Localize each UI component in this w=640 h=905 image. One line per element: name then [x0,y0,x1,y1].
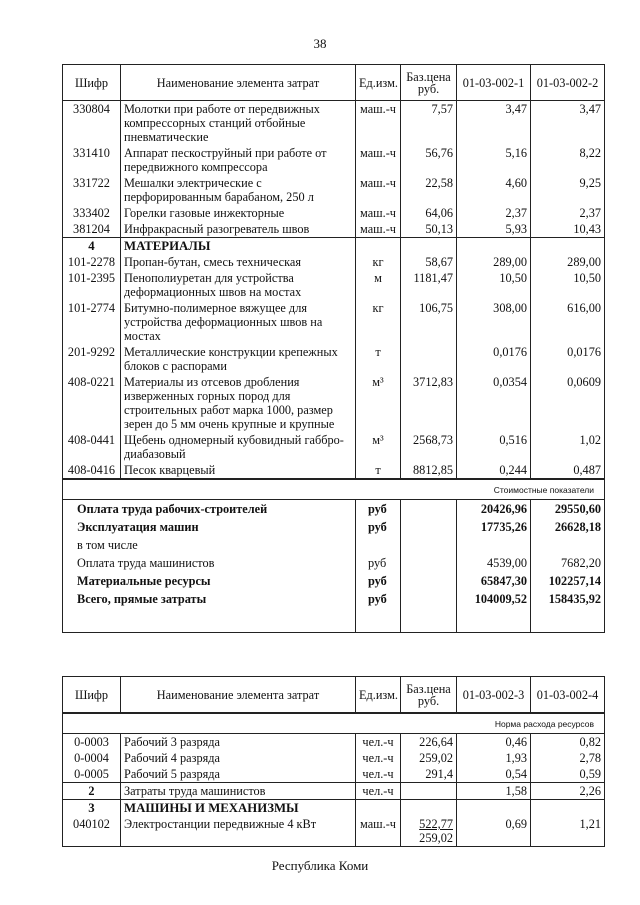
value-col2: 3,47 [531,101,605,146]
summary-name: Материальные ресурсы [63,572,356,590]
resource-name: Электростанции передвижные 4 кВт [121,816,356,847]
summary-col2: 102257,14 [531,572,605,590]
value-col2 [531,238,605,255]
value-col2: 0,487 [531,462,605,479]
summary-name: Оплата труда рабочих-строителей [63,500,356,519]
base-price: 259,02 [401,750,457,766]
table-row [63,145,605,175]
base-price: 291,4 [401,766,457,783]
summary-unit: руб [356,590,401,608]
unit: чел.-ч [356,766,401,783]
summary-row [63,572,605,590]
base-price-bottom: 259,02 [419,831,453,845]
table-row [63,175,605,205]
empty-cell [531,608,605,633]
resource-code: 040102 [63,816,121,847]
resource-code: 201-9292 [63,344,121,374]
empty-cell [401,608,457,633]
table-row [63,254,605,270]
unit: маш.-ч [356,101,401,146]
value-col2: 1,21 [531,816,605,847]
table-row [63,374,605,432]
summary-name: Оплата труда машинистов [63,554,356,572]
summary-unit [356,536,401,554]
value-col2: 10,50 [531,270,605,300]
resource-code: 4 [63,238,121,255]
header-unit: Ед.изм. [356,677,401,714]
table-row [63,766,605,783]
summary-col2 [531,536,605,554]
summary-col1: 65847,30 [457,572,531,590]
unit: маш.-ч [356,221,401,238]
resource-name: Мешалки электрические с перфорированным барабаном, 250 л [121,175,356,205]
resource-code: 408-0221 [63,374,121,432]
resource-name: Затраты труда машинистов [121,783,356,800]
resource-name: Инфракрасный разогреватель швов [121,221,356,238]
caption-text: Норма расхода ресурсов [63,713,605,734]
resource-code: 0-0003 [63,734,121,751]
value-col2: 0,59 [531,766,605,783]
caption-row [63,479,605,500]
unit [356,800,401,817]
unit: м³ [356,374,401,432]
empty-cell [356,608,401,633]
unit: т [356,462,401,479]
value-col1: 5,16 [457,145,531,175]
base-price: 7,57 [401,101,457,146]
resource-name: Рабочий 5 разряда [121,766,356,783]
value-col2 [531,800,605,817]
unit: маш.-ч [356,816,401,847]
header-col2: 01-03-002-4 [531,677,605,714]
value-col1: 0,46 [457,734,531,751]
unit: чел.-ч [356,750,401,766]
resource-code: 381204 [63,221,121,238]
resource-code: 331410 [63,145,121,175]
value-col1 [457,800,531,817]
base-price [401,816,457,847]
summary-unit: руб [356,500,401,519]
header-code: Шифр [63,677,121,714]
table-header [63,65,605,101]
summary-col2: 29550,60 [531,500,605,519]
summary-price [401,590,457,608]
base-price [401,344,457,374]
summary-price [401,554,457,572]
page-number: 38 [313,36,327,51]
value-col1: 3,47 [457,101,531,146]
resource-code: 101-2774 [63,300,121,344]
value-col2: 0,0176 [531,344,605,374]
summary-col1: 104009,52 [457,590,531,608]
summary-col2: 7682,20 [531,554,605,572]
value-col1: 0,69 [457,816,531,847]
value-col1 [457,238,531,255]
value-col2: 9,25 [531,175,605,205]
resource-code: 408-0416 [63,462,121,479]
resource-code: 333402 [63,205,121,221]
value-col2: 8,22 [531,145,605,175]
empty-cell [457,608,531,633]
base-price: 1181,47 [401,270,457,300]
summary-unit: руб [356,572,401,590]
unit: маш.-ч [356,175,401,205]
header-col1: 01-03-002-1 [457,65,531,101]
summary-row [63,554,605,572]
table-row [63,221,605,238]
value-col1: 1,93 [457,750,531,766]
value-col2: 289,00 [531,254,605,270]
value-col2: 2,37 [531,205,605,221]
base-price: 50,13 [401,221,457,238]
unit: чел.-ч [356,783,401,800]
table-row [63,462,605,479]
value-col2: 616,00 [531,300,605,344]
base-price-top: 522,77 [419,817,453,831]
table-row [63,816,605,847]
caption-text: Стоимостные показатели [63,479,605,500]
resource-code: 0-0005 [63,766,121,783]
resource-name: Песок кварцевый [121,462,356,479]
header-name: Наименование элемента затрат [121,65,356,101]
unit: кг [356,254,401,270]
summary-price [401,536,457,554]
value-col1: 4,60 [457,175,531,205]
base-price [401,783,457,800]
header-code: Шифр [63,65,121,101]
resource-name: МАТЕРИАЛЫ [121,238,356,255]
table-header [63,677,605,714]
summary-unit: руб [356,518,401,536]
table-row [63,734,605,751]
value-col1: 0,54 [457,766,531,783]
section-row [63,800,605,817]
resource-code: 331722 [63,175,121,205]
value-col1: 308,00 [457,300,531,344]
header-name: Наименование элемента затрат [121,677,356,714]
value-col1: 2,37 [457,205,531,221]
summary-col1: 4539,00 [457,554,531,572]
summary-row [63,518,605,536]
value-col2: 2,78 [531,750,605,766]
unit: кг [356,300,401,344]
base-price: 3712,83 [401,374,457,432]
resource-name: Рабочий 3 разряда [121,734,356,751]
summary-price [401,500,457,519]
value-col1: 0,516 [457,432,531,462]
summary-price [401,518,457,536]
summary-row [63,590,605,608]
base-price: 226,64 [401,734,457,751]
table-row [63,101,605,146]
resource-name: Металлические конструкции крепежных блоков с распорами [121,344,356,374]
summary-name: в том числе [63,536,356,554]
table-row [63,270,605,300]
table-row [63,344,605,374]
unit: маш.-ч [356,205,401,221]
resource-name: Битумно-полимерное вяжущее для устройства деформационных швов на мостах [121,300,356,344]
value-col2: 0,82 [531,734,605,751]
resource-name: Рабочий 4 разряда [121,750,356,766]
header-price: Баз.цена руб. [401,65,457,101]
resource-code: 408-0441 [63,432,121,462]
value-col1: 1,58 [457,783,531,800]
table-row [63,300,605,344]
value-col2: 0,0609 [531,374,605,432]
resource-name: Пенополиуретан для устройства деформационных швов на мостах [121,270,356,300]
resource-name: Щебень одномерный кубовидный габбро-диабазовый [121,432,356,462]
header-col2: 01-03-002-2 [531,65,605,101]
resource-name: Пропан-бутан, смесь техническая [121,254,356,270]
unit [356,238,401,255]
summary-name: Эксплуатация машин [63,518,356,536]
header-unit: Ед.изм. [356,65,401,101]
value-col1: 5,93 [457,221,531,238]
summary-col2: 26628,18 [531,518,605,536]
resource-name: Материалы из отсевов дробления изверженных горных пород для строительных работ марка 1000, размер зерен до 5 мм очень крупные и крупные [121,374,356,432]
base-price: 2568,73 [401,432,457,462]
summary-col1 [457,536,531,554]
summary-col2: 158435,92 [531,590,605,608]
caption-row [63,713,605,734]
value-col1: 10,50 [457,270,531,300]
base-price [401,238,457,255]
resources-table-1 [62,64,605,633]
summary-row [63,500,605,519]
section-row [63,238,605,255]
resource-code: 101-2395 [63,270,121,300]
summary-name: Всего, прямые затраты [63,590,356,608]
summary-price [401,572,457,590]
spacer-row [63,608,605,633]
resource-code: 0-0004 [63,750,121,766]
page-footer: Республика Коми [271,858,369,873]
resource-name: Молотки при работе от передвижных компрессорных станций отбойные пневматические [121,101,356,146]
base-price: 64,06 [401,205,457,221]
resource-name: Горелки газовые инжекторные [121,205,356,221]
value-col1: 0,0354 [457,374,531,432]
unit: м³ [356,432,401,462]
summary-unit: руб [356,554,401,572]
value-col2: 2,26 [531,783,605,800]
base-price: 58,67 [401,254,457,270]
resource-code: 330804 [63,101,121,146]
summary-row [63,536,605,554]
base-price: 8812,85 [401,462,457,479]
resource-name: МАШИНЫ И МЕХАНИЗМЫ [121,800,356,817]
unit: маш.-ч [356,145,401,175]
resource-name: Аппарат пескоструйный при работе от передвижного компрессора [121,145,356,175]
empty-cell [63,608,356,633]
table-row [63,205,605,221]
value-col2: 10,43 [531,221,605,238]
unit: чел.-ч [356,734,401,751]
resources-table-2 [62,676,605,847]
unit: м [356,270,401,300]
header-col1: 01-03-002-3 [457,677,531,714]
base-price [401,800,457,817]
base-price: 22,58 [401,175,457,205]
summary-col1: 20426,96 [457,500,531,519]
base-price: 106,75 [401,300,457,344]
table-row [63,432,605,462]
base-price: 56,76 [401,145,457,175]
resource-code: 3 [63,800,121,817]
unit: т [356,344,401,374]
resource-code: 101-2278 [63,254,121,270]
value-col2: 1,02 [531,432,605,462]
value-col1: 0,244 [457,462,531,479]
value-col1: 289,00 [457,254,531,270]
table-row [63,750,605,766]
header-price: Баз.цена руб. [401,677,457,714]
value-col1: 0,0176 [457,344,531,374]
summary-col1: 17735,26 [457,518,531,536]
resource-code: 2 [63,783,121,800]
table-row [63,783,605,800]
